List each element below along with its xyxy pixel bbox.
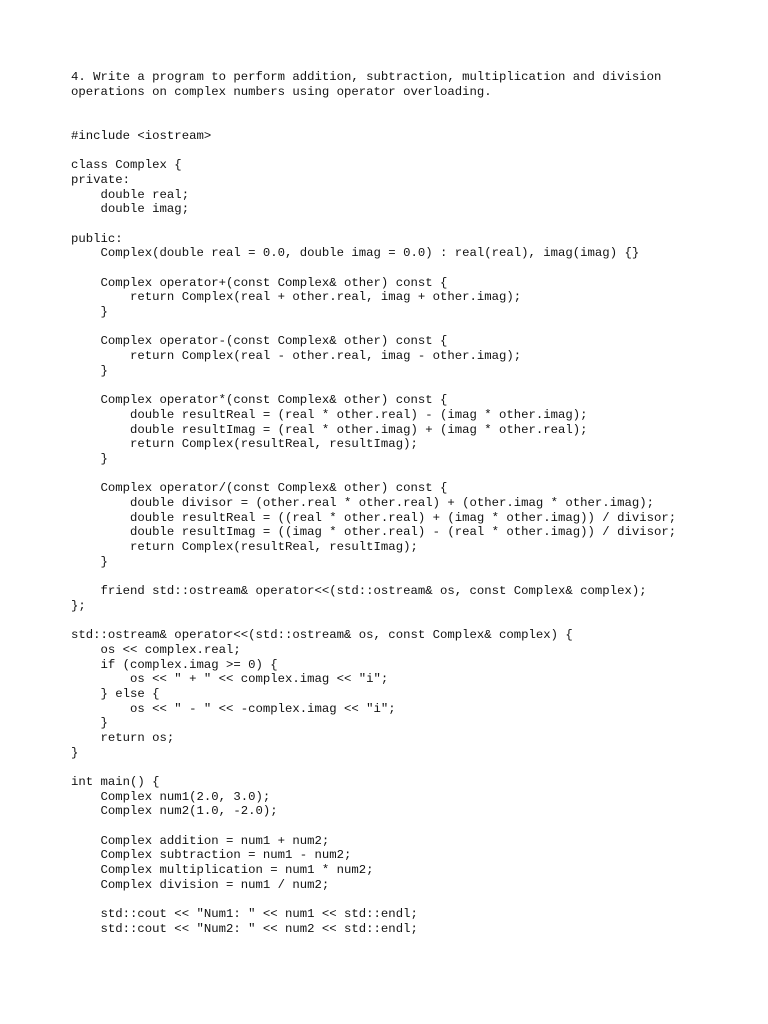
code-line: if (complex.imag >= 0) { (71, 657, 278, 672)
code-line (71, 569, 751, 584)
code-line: os << complex.real; (71, 642, 241, 657)
code-line (71, 217, 751, 232)
code-line: } (71, 745, 79, 760)
code-line: os << " + " << complex.imag << "i"; (71, 672, 389, 687)
code-line: } else { (71, 686, 160, 701)
code-line: return Complex(resultReal, resultImag); (71, 540, 418, 554)
code-line: Complex(double real = 0.0, double imag = 0.0) : real(real), imag(imag) {} (71, 246, 640, 261)
code-line: Complex multiplication = num1 * num2; (71, 863, 374, 878)
code-line: std::cout << "Num1: " << num1 << std::endl; (71, 907, 418, 922)
code-line: friend std::ostream& operator<<(std::ostream& os, const Complex& complex); (71, 584, 647, 599)
code-line: std::ostream& operator<<(std::ostream& os, const Complex& complex) { (71, 628, 573, 643)
code-line: return Complex(real - other.real, imag - other.imag); (71, 349, 522, 364)
code-line (71, 320, 751, 335)
code-line: } (71, 554, 108, 569)
code-line: private: (71, 172, 131, 187)
code-line (71, 613, 751, 628)
code-line: Complex num2(1.0, -2.0); (71, 804, 278, 819)
code-line (71, 893, 751, 908)
code-line: Complex operator*(const Complex& other) const { (71, 393, 448, 408)
code-line: #include <iostream> (71, 128, 212, 143)
code-line: Complex operator-(const Complex& other) const { (71, 334, 448, 349)
code-line: } (71, 305, 108, 319)
code-line: double real; (71, 187, 190, 202)
code-line (71, 378, 751, 393)
code-body (71, 70, 751, 937)
code-line: } (71, 716, 108, 731)
code-line (71, 114, 751, 129)
code-line: Complex subtraction = num1 - num2; (71, 848, 352, 863)
code-line: return Complex(resultReal, resultImag); (71, 437, 418, 452)
code-line: double imag; (71, 202, 190, 217)
code-line (71, 261, 751, 276)
document-page (71, 70, 751, 937)
question-text-line: 4. Write a program to perform addition, subtraction, multiplication and division (71, 70, 662, 84)
code-line: Complex addition = num1 + num2; (71, 833, 330, 848)
code-line: }; (71, 598, 86, 613)
code-line: double resultImag = (real * other.imag) + (imag * other.real); (71, 422, 588, 437)
code-line (71, 99, 751, 114)
code-line: Complex operator+(const Complex& other) const { (71, 275, 448, 290)
code-line (71, 467, 751, 482)
code-line: int main() { (71, 775, 160, 789)
code-line (71, 143, 751, 158)
code-line: Complex operator/(const Complex& other) const { (71, 481, 448, 496)
code-line: double resultReal = (real * other.real) - (imag * other.imag); (71, 407, 588, 422)
code-line: os << " - " << -complex.imag << "i"; (71, 701, 396, 716)
code-line: double resultImag = ((imag * other.real) - (real * other.imag)) / divisor; (71, 525, 677, 540)
code-line: Complex division = num1 / num2; (71, 877, 330, 892)
code-line: public: (71, 231, 123, 246)
code-line (71, 819, 751, 834)
code-line: class Complex { (71, 158, 182, 173)
code-line: } (71, 451, 108, 466)
code-line: return Complex(real + other.real, imag + other.imag); (71, 290, 522, 305)
code-line: return os; (71, 730, 175, 745)
question-text-line: operations on complex numbers using operator overloading. (71, 84, 492, 99)
code-line: std::cout << "Num2: " << num2 << std::endl; (71, 921, 418, 936)
code-line: } (71, 363, 108, 378)
code-line: double resultReal = ((real * other.real) + (imag * other.imag)) / divisor; (71, 510, 677, 525)
code-line: Complex num1(2.0, 3.0); (71, 789, 271, 804)
code-line: double divisor = (other.real * other.real) + (other.imag * other.imag); (71, 495, 654, 510)
code-line (71, 760, 751, 775)
